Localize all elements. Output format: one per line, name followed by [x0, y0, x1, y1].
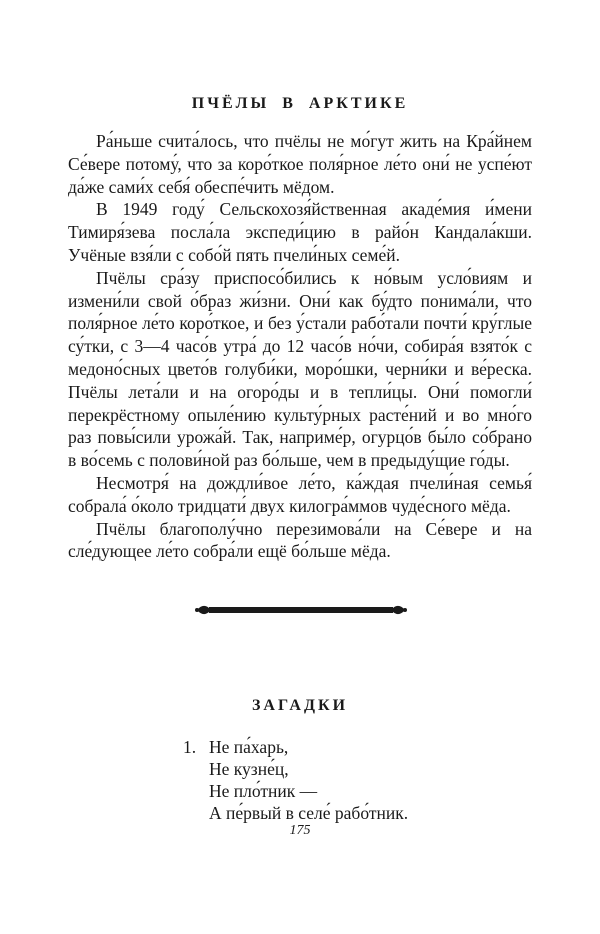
- riddle-line: Не кузне́ц,: [209, 759, 289, 779]
- riddle-lines: [209, 736, 483, 824]
- riddle-line: Не пло́тник —: [209, 781, 318, 801]
- article-title: ПЧЁЛЫ В АРКТИКЕ: [191, 95, 409, 112]
- riddles-title: ЗАГАДКИ: [251, 697, 349, 714]
- page-number: 175: [289, 823, 311, 838]
- article-paragraph: Пчёлы сра́зу приспосо́бились к но́вым усло́виям и измени́ли свой о́браз жи́зни. Они́ как бу́дто понима́ли, что поля́рное ле́то коро́ткое, и без у́стали рабо́тали почти́ кру́глые су́тки, с 3—4 часо́в утра́ до 12 часо́в но́чи, собира́я взято́к с медоно́сных цвето́в голуби́ки, моро́шки, черни́ки и ве́реска. Пчёлы лета́ли и на огоро́ды и в тепли́цы. Они́ помогли́ перекрёстному опыле́нию культу́рных расте́ний и во мно́го раз повы́сили урожа́й. Так, наприме́р, огурцо́в бы́ло со́брано в во́семь с полови́ной раз бо́льше, чем в предыду́щие го́ды.: [68, 267, 532, 471]
- riddle-line: А пе́рвый в селе́ рабо́тник.: [209, 803, 409, 823]
- article-paragraph: Ра́ньше счита́лось, что пчёлы не мо́гут жить на Кра́йнем Се́вере потому́, что за коро́ткое поля́рное ле́то они́ не успе́ют да́же сами́х себя́ обеспе́чить мёдом.: [68, 131, 532, 197]
- article-paragraph: Несмотря́ на дождли́вое ле́то, ка́ждая пчели́ная семья́ собрала́ о́коло тридцати́ двух килогра́ммов чуде́сного мёда.: [68, 472, 532, 516]
- riddle-number: 1.: [183, 737, 197, 757]
- article-paragraph: В 1949 году́ Сельскохозя́йственная акаде́мия и́мени Тимиря́зева посла́ла экспеди́цию в райо́н Кандала́кши. Учёные взя́ли с собо́й пять пчели́ных семе́й.: [68, 199, 532, 265]
- article-paragraph: Пчёлы благополу́чно перезимова́ли на Се́вере и на сле́дующее ле́то собра́ли ещё бо́льше мёда.: [68, 518, 532, 562]
- decorative-rule-icon: [195, 600, 407, 620]
- article-body: [68, 130, 532, 563]
- riddle-line: Не па́харь,: [209, 737, 289, 757]
